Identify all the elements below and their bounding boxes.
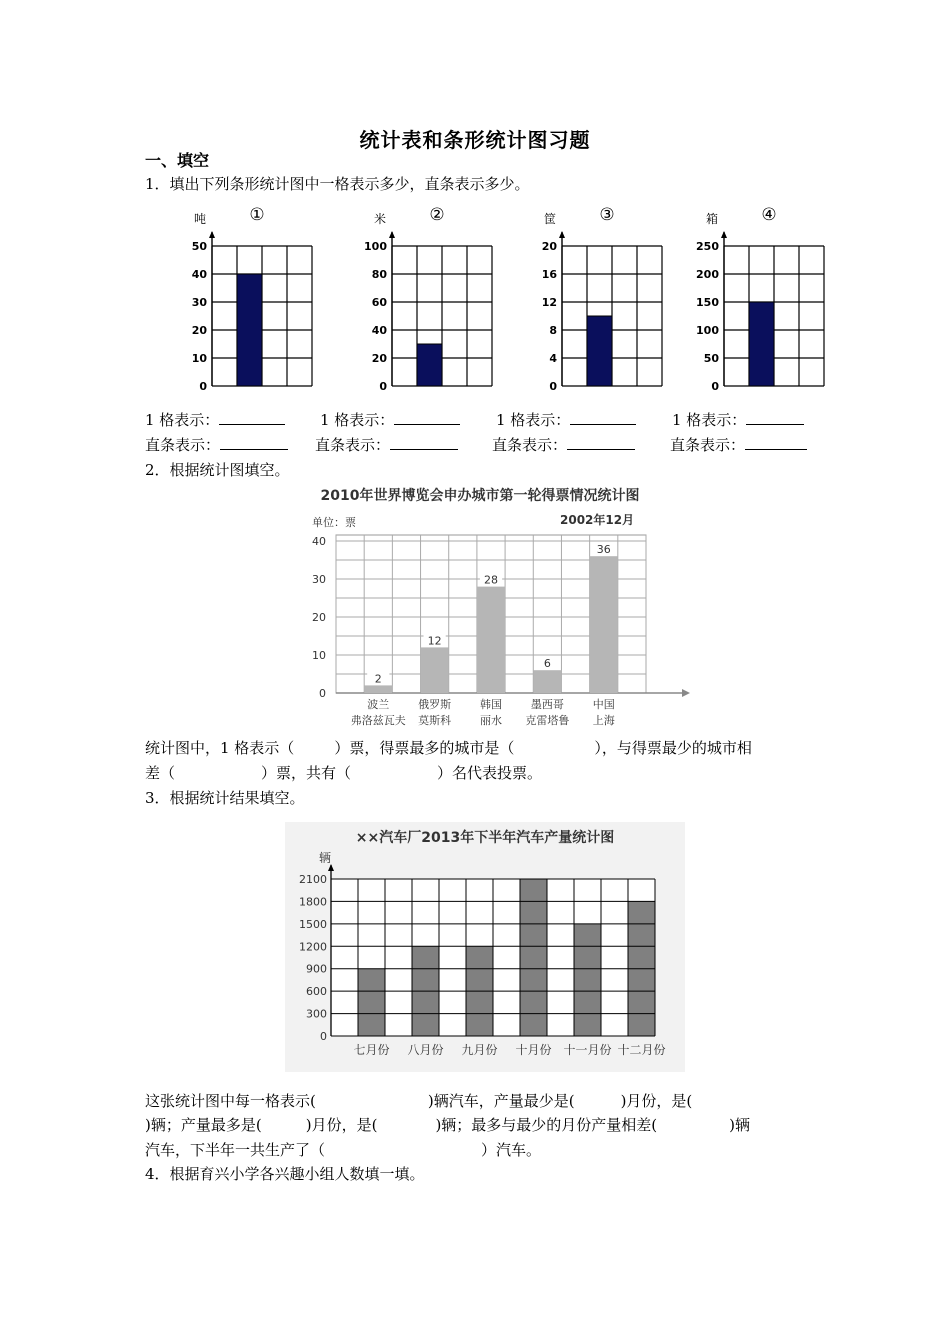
chart-number: ① xyxy=(249,205,265,225)
answer-blank[interactable] xyxy=(219,410,285,425)
chart-number: ③ xyxy=(599,205,615,225)
tick-label: 4 xyxy=(549,352,557,365)
category-label: 墨西哥 xyxy=(530,698,564,711)
text-part: 差（ xyxy=(145,764,176,782)
text-part: )辆；产量最多是( xyxy=(145,1116,262,1134)
q2-answer-line-2 xyxy=(145,762,542,783)
question-3-text: 3．根据统计结果填空。 xyxy=(145,789,305,807)
q3-answer-line-2 xyxy=(145,1114,750,1135)
tick-label: 1800 xyxy=(299,895,327,909)
q3-answer-line-3 xyxy=(145,1139,541,1160)
q1-chart-4 xyxy=(696,205,824,393)
q1-answer-4 xyxy=(672,409,804,430)
axis-arrow xyxy=(389,231,395,238)
tick-label: 1500 xyxy=(299,917,327,931)
question-1-text: 1．填出下列条形统计图中一格表示多少，直条表示多少。 xyxy=(145,175,530,193)
answer-blank[interactable] xyxy=(570,410,636,425)
answer-blank[interactable] xyxy=(220,435,288,450)
bar xyxy=(587,316,612,386)
q1-chart-1 xyxy=(192,205,312,393)
tick-label: 20 xyxy=(312,611,326,624)
bar xyxy=(364,685,392,693)
tick-label: 100 xyxy=(696,324,719,337)
data-label: 28 xyxy=(484,573,498,587)
unit-label: 单位：票 xyxy=(312,516,356,529)
tick-label: 30 xyxy=(312,573,326,586)
tick-label: 100 xyxy=(364,240,387,253)
text-part: 这张统计图中每一格表示( xyxy=(145,1092,316,1110)
tick-label: 900 xyxy=(306,962,327,976)
bar xyxy=(421,647,449,693)
tick-label: 20 xyxy=(371,352,387,365)
q3-answer-line-1 xyxy=(145,1090,692,1111)
category-label: 韩国 xyxy=(480,698,502,711)
bar xyxy=(590,556,618,693)
date-label: 2002年12月 xyxy=(560,513,635,527)
category-label: 十月份 xyxy=(515,1043,552,1057)
q1-bar-answer-4 xyxy=(670,434,807,455)
category-label: 十二月份 xyxy=(617,1043,666,1057)
tick-label: 20 xyxy=(541,240,557,253)
q1-bar-answer-3 xyxy=(492,434,635,455)
tick-label: 0 xyxy=(319,687,326,700)
bar xyxy=(358,969,385,1036)
tick-label: 250 xyxy=(696,240,719,253)
bar xyxy=(477,587,505,693)
bar xyxy=(533,670,561,693)
tick-label: 0 xyxy=(711,380,719,393)
tick-label: 80 xyxy=(371,268,387,281)
cell-label: 1 格表示： xyxy=(496,411,571,429)
tick-label: 0 xyxy=(199,380,207,393)
category-label: 上海 xyxy=(592,714,615,727)
cell-label: 1 格表示： xyxy=(145,411,220,429)
category-label: 莫斯科 xyxy=(418,714,452,727)
tick-label: 60 xyxy=(371,296,387,309)
q1-bar-answer-1 xyxy=(145,434,288,455)
text-part: )月份，是( xyxy=(620,1092,693,1110)
text-part: ）名代表投票。 xyxy=(437,764,543,782)
text-part: ）汽车。 xyxy=(481,1141,542,1159)
text-part: )辆；最多与最少的月份产量相差( xyxy=(435,1116,658,1134)
chart-title: 2010年世界博览会申办城市第一轮得票情况统计图 xyxy=(320,488,640,504)
tick-label: 40 xyxy=(312,535,326,548)
category-label: 九月份 xyxy=(461,1043,498,1057)
axis-arrow xyxy=(209,231,215,238)
category-label: 十一月份 xyxy=(563,1043,612,1057)
text-part: ）票，得票最多的城市是（ xyxy=(334,739,515,757)
q1-chart-3 xyxy=(542,205,662,393)
chart-number: ④ xyxy=(761,205,777,225)
page-title: 统计表和条形统计图习题 xyxy=(359,128,591,152)
cell-label: 1 格表示： xyxy=(320,411,395,429)
chart-number: ② xyxy=(429,205,445,225)
bar xyxy=(574,924,601,1036)
unit-label: 筐 xyxy=(543,212,556,226)
data-label: 2 xyxy=(374,672,382,686)
q1-answer-1 xyxy=(145,409,285,430)
text-part: )月份，是( xyxy=(305,1116,378,1134)
bar xyxy=(417,344,442,386)
q1-answer-2 xyxy=(320,409,460,430)
answer-blank[interactable] xyxy=(746,410,804,425)
tick-label: 50 xyxy=(703,352,719,365)
axis-arrow xyxy=(682,689,690,697)
q1-bar-answer-2 xyxy=(315,434,458,455)
q1-answer-3 xyxy=(496,409,636,430)
tick-label: 8 xyxy=(549,324,557,337)
category-label: 弗洛兹瓦夫 xyxy=(350,714,406,727)
category-label: 中国 xyxy=(592,698,615,711)
question-4-text: 4．根据育兴小学各兴趣小组人数填一填。 xyxy=(145,1165,425,1183)
tick-label: 0 xyxy=(379,380,387,393)
tick-label: 20 xyxy=(191,324,207,337)
tick-label: 12 xyxy=(541,296,557,309)
category-label: 俄罗斯 xyxy=(418,698,452,711)
tick-label: 30 xyxy=(191,296,207,309)
axis-arrow xyxy=(559,231,565,238)
text-part: )辆汽车，产量最少是( xyxy=(427,1092,575,1110)
cell-label: 1 格表示： xyxy=(672,411,747,429)
tick-label: 0 xyxy=(549,380,557,393)
answer-blank[interactable] xyxy=(745,435,807,450)
y-axis-label: 辆 xyxy=(318,851,332,865)
tick-label: 300 xyxy=(306,1007,327,1021)
unit-label: 箱 xyxy=(705,212,718,226)
tick-label: 2100 xyxy=(299,873,327,886)
category-label: 八月份 xyxy=(407,1043,444,1057)
data-label: 6 xyxy=(543,657,551,671)
bar xyxy=(749,302,774,386)
category-label: 七月份 xyxy=(353,1043,390,1057)
axis-arrow xyxy=(721,231,727,238)
section-heading: 一、填空 xyxy=(145,151,210,170)
tick-label: 1200 xyxy=(299,940,327,954)
text-part: )辆 xyxy=(729,1116,751,1134)
bar-label: 直条表示： xyxy=(670,436,746,454)
bar xyxy=(520,879,547,1036)
q2-chart xyxy=(280,480,700,730)
answer-blank[interactable] xyxy=(567,435,635,450)
bar-label: 直条表示： xyxy=(492,436,568,454)
category-label: 丽水 xyxy=(480,714,502,727)
tick-label: 0 xyxy=(320,1030,327,1043)
tick-label: 50 xyxy=(191,240,207,253)
bar xyxy=(237,274,262,386)
chart-title: ××汽车厂2013年下半年汽车产量统计图 xyxy=(355,830,615,846)
bar-label: 直条表示： xyxy=(315,436,391,454)
text-part: ）票，共有（ xyxy=(261,764,352,782)
tick-label: 16 xyxy=(541,268,557,281)
answer-blank[interactable] xyxy=(394,410,460,425)
tick-label: 200 xyxy=(696,268,719,281)
bar-label: 直条表示： xyxy=(145,436,221,454)
category-label: 波兰 xyxy=(367,698,390,711)
text-part: 汽车，下半年一共生产了（ xyxy=(145,1141,326,1159)
data-label: 12 xyxy=(427,634,442,648)
question-2-text: 2．根据统计图填空。 xyxy=(145,461,290,479)
tick-label: 40 xyxy=(191,268,207,281)
q1-chart-2 xyxy=(364,205,492,393)
tick-label: 40 xyxy=(371,324,387,337)
category-label: 克雷塔鲁 xyxy=(525,714,570,727)
data-label: 36 xyxy=(596,543,611,557)
text-part: ），与得票最少的城市相 xyxy=(594,739,752,757)
answer-blank[interactable] xyxy=(390,435,458,450)
tick-label: 10 xyxy=(312,649,326,662)
unit-label: 吨 xyxy=(193,212,206,226)
q3-chart xyxy=(285,822,685,1072)
q2-answer-line-1 xyxy=(145,737,752,758)
q1-charts xyxy=(0,195,950,410)
unit-label: 米 xyxy=(373,212,386,226)
text-part: 统计图中，1 格表示（ xyxy=(145,739,295,757)
tick-label: 10 xyxy=(191,352,207,365)
tick-label: 600 xyxy=(306,985,327,999)
tick-label: 150 xyxy=(696,296,719,309)
